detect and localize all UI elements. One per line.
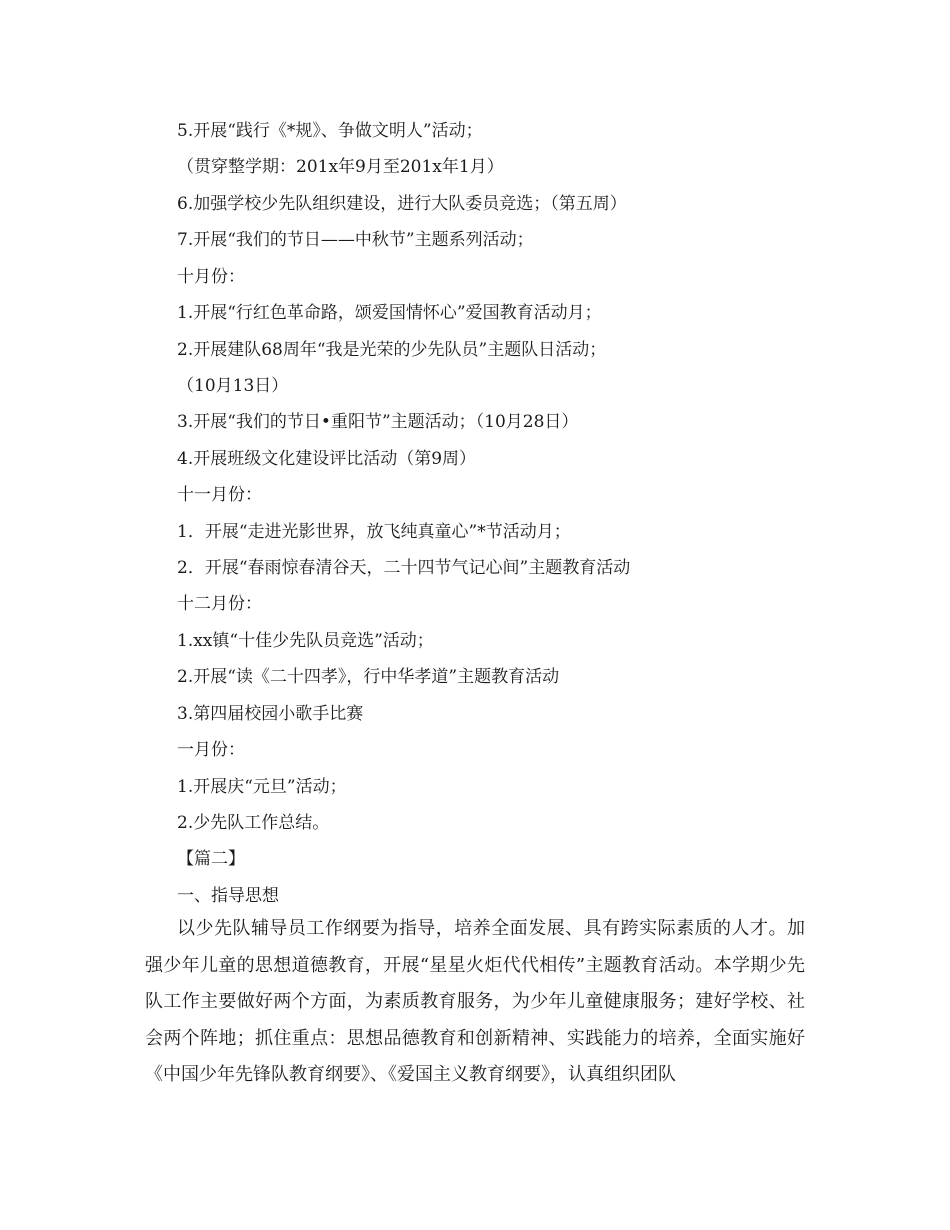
part-heading: 【篇二】 bbox=[177, 849, 245, 869]
text-line: 7.开展“我们的节日——中秋节”主题系列活动； bbox=[177, 230, 534, 250]
text-line: 5.开展“践行《*规》、争做文明人”活动； bbox=[177, 121, 483, 141]
text-line: （贯穿整学期：201x年9月至201x年1月） bbox=[177, 157, 504, 177]
text-line: 1.开展庆“元旦”活动； bbox=[177, 777, 347, 797]
body-paragraph: 以少先队辅导员工作纲要为指导，培养全面发展、具有跨实际素质的人才。加强少年儿童的思想道德教育，开展“星星火炬代代相传”主题教育活动。本学期少先队工作主要做好两个方面，为素质教育服务，为少年儿童健康服务；建好学校、社会两个阵地；抓住重点：思想品德教育和创新精神、实践能力的培养，全面实施好《中国少年先锋队教育纲要》、《爱国主义教育纲要》，认真组织团队 bbox=[145, 918, 805, 1086]
text-line: 2.开展建队68周年“我是光荣的少先队员”主题队日活动； bbox=[177, 340, 607, 360]
text-line: （10月13日） bbox=[177, 376, 289, 396]
text-line: 1.xx镇“十佳少先队员竞选”活动； bbox=[177, 631, 434, 651]
text-line: 2.开展“读《二十四孝》，行中华孝道”主题教育活动 bbox=[177, 667, 560, 687]
text-line: 3.第四届校园小歌手比赛 bbox=[177, 704, 364, 724]
text-line: 2．开展“春雨惊春清谷天，二十四节气记心间”主题教育活动 bbox=[177, 558, 631, 578]
text-line: 6.加强学校少先队组织建设，进行大队委员竞选；（第五周） bbox=[177, 194, 627, 214]
section-heading: 一、指导思想 bbox=[177, 886, 279, 906]
text-line: 1．开展“走进光影世界，放飞纯真童心”*节活动月； bbox=[177, 522, 571, 542]
text-line: 2.少先队工作总结。 bbox=[177, 813, 330, 833]
section-heading: 一月份： bbox=[177, 740, 245, 760]
text-line: 3.开展“我们的节日•重阳节”主题活动；（10月28日） bbox=[177, 412, 579, 432]
section-heading: 十一月份： bbox=[177, 485, 262, 505]
section-heading: 十月份： bbox=[177, 267, 245, 287]
section-heading: 十二月份： bbox=[177, 594, 262, 614]
text-line: 1.开展“行红色革命路，颂爱国情怀心”爱国教育活动月； bbox=[177, 303, 602, 323]
text-line: 4.开展班级文化建设评比活动（第9周） bbox=[177, 449, 477, 469]
